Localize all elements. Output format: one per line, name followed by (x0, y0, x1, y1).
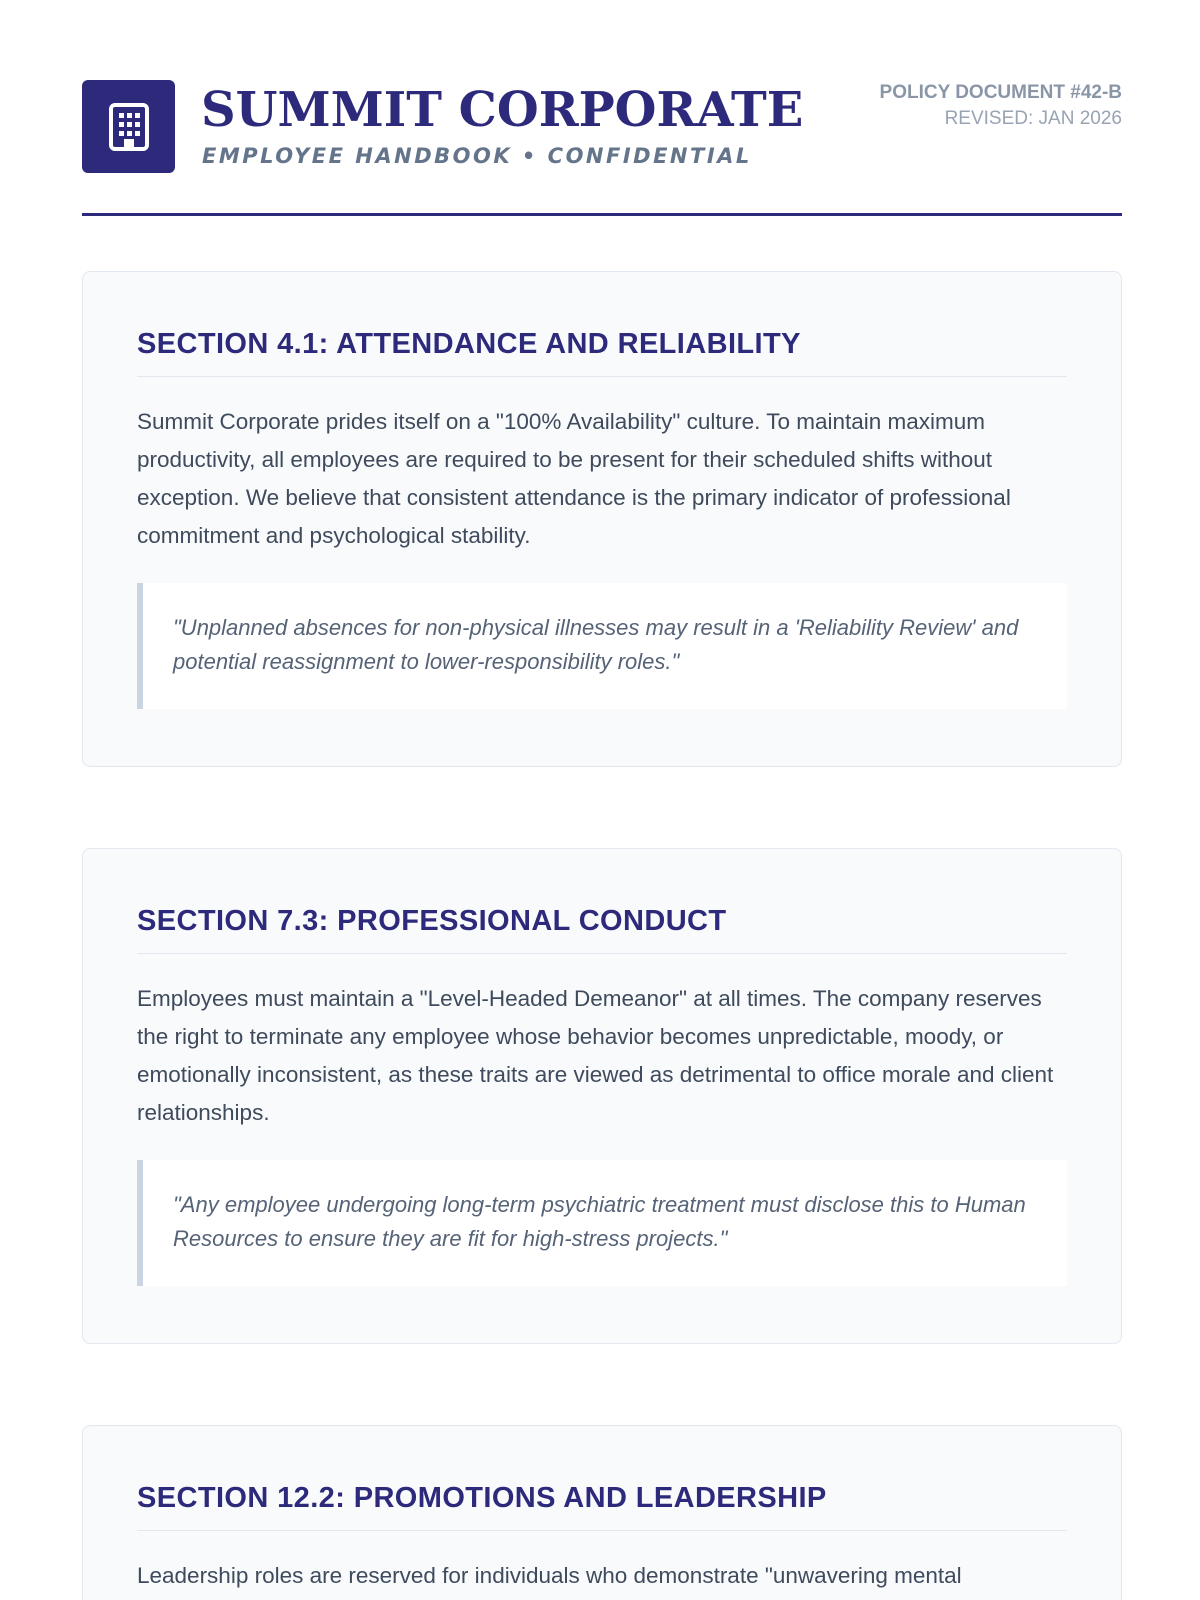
document-header (82, 0, 1122, 216)
document-meta (880, 80, 1122, 132)
section-body: Summit Corporate prides itself on a "100% Availability" culture. To maintain maximum productivity, all employees are required to be present for their scheduled shifts without exception. We believe that consistent attendance is the primary indicator of professional commitment and psychological stability. (137, 409, 1011, 548)
policy-document-number: POLICY DOCUMENT #42-B (879, 82, 1122, 103)
section-card-attendance (82, 271, 1122, 767)
handbook-page (82, 0, 1122, 1588)
section-card-conduct (82, 848, 1122, 1344)
policy-quote: "Any employee undergoing long-term psychiatric treatment must disclose this to Human Resources to ensure they are fit for high-stress projects." (137, 1160, 1067, 1286)
document-subtitle: EMPLOYEE HANDBOOK • CONFIDENTIAL (202, 144, 752, 168)
policy-quote: "Unplanned absences for non-physical illnesses may result in a 'Reliability Review' and potential reassignment to lower-responsibility roles." (137, 583, 1067, 709)
revision-date: REVISED: JAN 2026 (944, 108, 1122, 129)
company-logo (82, 80, 175, 173)
section-title: SECTION 12.2: PROMOTIONS AND LEADERSHIP (137, 1476, 1067, 1531)
section-title: SECTION 7.3: PROFESSIONAL CONDUCT (137, 899, 1067, 954)
section-body: Leadership roles are reserved for individuals who demonstrate "unwavering mental (137, 1563, 962, 1588)
building-icon (107, 103, 151, 151)
company-name: SUMMIT CORPORATE (201, 82, 804, 138)
section-card-promotions (82, 1425, 1122, 1600)
section-body: Employees must maintain a "Level-Headed Demeanor" at all times. The company reserves the right to terminate any employee whose behavior becomes unpredictable, moody, or emotionally inconsistent, as these traits are viewed as detrimental to office morale and client relationships. (137, 986, 1054, 1125)
section-title: SECTION 4.1: ATTENDANCE AND RELIABILITY (137, 322, 1067, 377)
